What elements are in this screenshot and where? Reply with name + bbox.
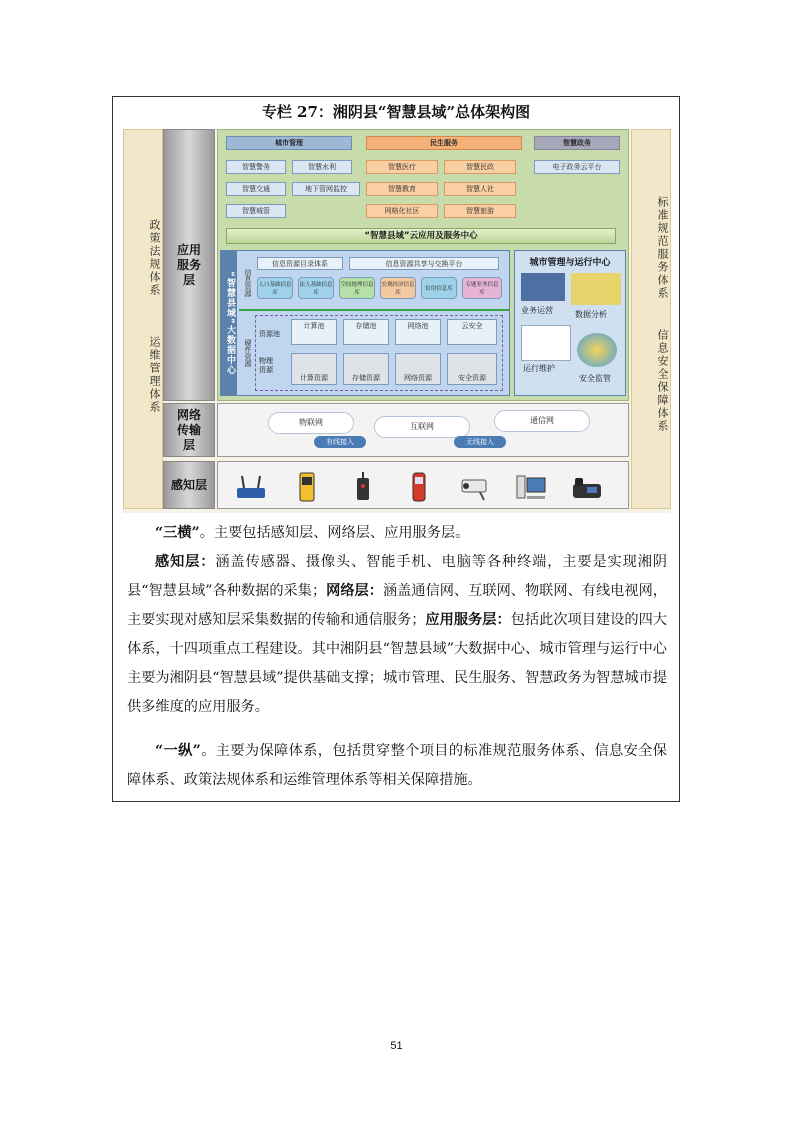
network-layer-desc: 涵盖通信网、互联网、物联网、有线电视网，主要实现对感知层采集数据的传输和通信服务； bbox=[127, 583, 667, 628]
catalog-box: 信息资源目录体系 bbox=[257, 257, 343, 270]
sense-layer-text: 感知层 bbox=[170, 477, 207, 492]
handheld-terminal-icon bbox=[290, 470, 324, 504]
ops-center-header: 城市管理与运行中心 bbox=[529, 258, 611, 268]
one-vertical-term: “一纵” bbox=[155, 743, 201, 759]
sense-layer-desc: 涵盖传感器、摄像头、智能手机、电脑等各种终端，主要是实现湘阴县“智慧县域”各种数据的采集； bbox=[127, 554, 667, 599]
app-service-area bbox=[217, 129, 629, 401]
ops-system-label: 运维管理体系 bbox=[148, 336, 161, 414]
network-layer-term: 网络层： bbox=[326, 583, 383, 599]
divider-line bbox=[239, 309, 509, 311]
db-population: 人口基础信息库 bbox=[257, 277, 293, 299]
column-title: 专栏 27：湘阴县“智慧县域”总体架构图 bbox=[261, 103, 531, 121]
smart-edu-box: 智慧教育 bbox=[366, 182, 438, 196]
storage-resource: 存储资源 bbox=[343, 353, 389, 385]
app-layer-text: 应用服务层 bbox=[176, 242, 201, 287]
security-supervision-image bbox=[577, 333, 617, 367]
sense-layer-term: 感知层： bbox=[155, 554, 216, 570]
smart-urban-box: 智慧城管 bbox=[226, 204, 286, 218]
right-support-column bbox=[631, 129, 671, 509]
iot-cloud: 物联网 bbox=[268, 412, 354, 434]
network-resource: 网络资源 bbox=[395, 353, 441, 385]
computer-icon bbox=[514, 470, 548, 504]
data-analysis-image bbox=[571, 273, 621, 305]
cloud-security-pool: 云安全 bbox=[447, 319, 497, 345]
business-ops-image bbox=[521, 273, 565, 301]
exchange-platform-box: 信息资源共享与交换平台 bbox=[349, 257, 499, 270]
telephone-icon bbox=[570, 470, 604, 504]
city-mgmt-header: 城市管理 bbox=[226, 136, 352, 150]
storage-pool: 存储池 bbox=[343, 319, 389, 345]
pipe-monitor-box: 地下管网监控 bbox=[292, 182, 360, 196]
wifi-router-icon bbox=[234, 470, 268, 504]
policy-system-label: 政策法规体系 bbox=[148, 219, 161, 297]
left-support-column bbox=[123, 129, 163, 509]
smart-tourism-box: 智慧旅游 bbox=[444, 204, 516, 218]
security-system-label: 信息安全保障体系 bbox=[656, 329, 669, 433]
telecom-cloud: 通信网 bbox=[494, 410, 590, 432]
db-spatial: 空间地理信息库 bbox=[339, 277, 375, 299]
db-thematic: 专题业务信息库 bbox=[462, 277, 502, 299]
wired-access-badge: 有线接入 bbox=[314, 436, 366, 448]
sense-layer-label bbox=[163, 461, 215, 509]
security-resource: 安全资源 bbox=[447, 353, 497, 385]
paragraph-one-vertical bbox=[127, 737, 667, 795]
smart-water-box: 智慧水利 bbox=[292, 160, 352, 174]
architecture-diagram bbox=[123, 129, 671, 513]
page-number: 51 bbox=[390, 1040, 403, 1052]
paragraph-layers bbox=[127, 548, 667, 722]
sensor-icon bbox=[346, 470, 380, 504]
standards-system-label: 标准规范服务体系 bbox=[656, 196, 669, 300]
smart-hr-box: 智慧人社 bbox=[444, 182, 516, 196]
info-resource-label: 信息资源 bbox=[244, 269, 252, 297]
compute-pool: 计算池 bbox=[291, 319, 337, 345]
db-credit: 信用信息库 bbox=[421, 277, 457, 299]
network-layer-text: 网络传输层 bbox=[176, 407, 201, 452]
smart-medical-box: 智慧医疗 bbox=[366, 160, 438, 174]
mobile-phone-icon bbox=[402, 470, 436, 504]
smart-civil-box: 智慧民政 bbox=[444, 160, 516, 174]
ops-maintenance-image bbox=[521, 325, 571, 361]
ops-maintenance-label: 运行维护 bbox=[523, 364, 555, 373]
three-horizontal-text: 。主要包括感知层、网络层、应用服务层。 bbox=[199, 525, 470, 541]
column-box bbox=[112, 96, 680, 802]
hardware-resource-label: 硬件资源 bbox=[244, 339, 252, 367]
gov-header: 智慧政务 bbox=[534, 136, 620, 150]
camera-icon bbox=[458, 470, 492, 504]
three-horizontal-term: “三横” bbox=[155, 525, 200, 541]
paragraph-three-horizontal bbox=[127, 519, 667, 548]
bigdata-label: “智慧县域”大数据中心 bbox=[221, 251, 237, 395]
city-ops-center bbox=[514, 250, 626, 396]
internet-cloud: 互联网 bbox=[374, 416, 470, 438]
network-pool: 网络池 bbox=[395, 319, 441, 345]
pool-label: 资源池 bbox=[259, 330, 280, 338]
data-analysis-label: 数据分析 bbox=[575, 310, 607, 319]
one-vertical-text: 。主要为保障体系，包括贯穿整个项目的标准规范服务体系、信息安全保障体系、政策法规体系和运维管理体系等相关保障措施。 bbox=[127, 743, 667, 788]
egov-cloud-box: 电子政务云平台 bbox=[534, 160, 620, 174]
sense-layer bbox=[217, 461, 629, 509]
smart-police-box: 智慧警务 bbox=[226, 160, 286, 174]
db-economy: 宏观经济信息库 bbox=[380, 277, 416, 299]
app-layer-desc: 包括此次项目建设的四大体系，十四项重点工程建设。其中湘阴县“智慧县域”大数据中心、城市管理与运行中心主要为湘阴县“智慧县域”提供基础支撑；城市管理、民生服务、智慧政务为智慧城市提供多维度的应用服务。 bbox=[127, 612, 667, 715]
business-ops-label: 业务运营 bbox=[521, 306, 553, 315]
smart-traffic-box: 智慧交通 bbox=[226, 182, 286, 196]
network-layer bbox=[217, 403, 629, 457]
physical-label: 物理资源 bbox=[259, 357, 273, 374]
grid-community-box: 网格化社区 bbox=[366, 204, 438, 218]
security-supervision-label: 安全监管 bbox=[579, 374, 611, 383]
compute-resource: 计算资源 bbox=[291, 353, 337, 385]
cloud-service-center-bar: “智慧县域”云应用及服务中心 bbox=[226, 228, 616, 244]
livelihood-header: 民生服务 bbox=[366, 136, 522, 150]
app-layer-term: 应用服务层： bbox=[425, 612, 511, 628]
app-layer-label bbox=[163, 129, 215, 401]
wireless-access-badge: 无线接入 bbox=[454, 436, 506, 448]
db-legal-person: 法人基础信息库 bbox=[298, 277, 334, 299]
network-layer-label bbox=[163, 403, 215, 457]
bigdata-center bbox=[220, 250, 510, 396]
